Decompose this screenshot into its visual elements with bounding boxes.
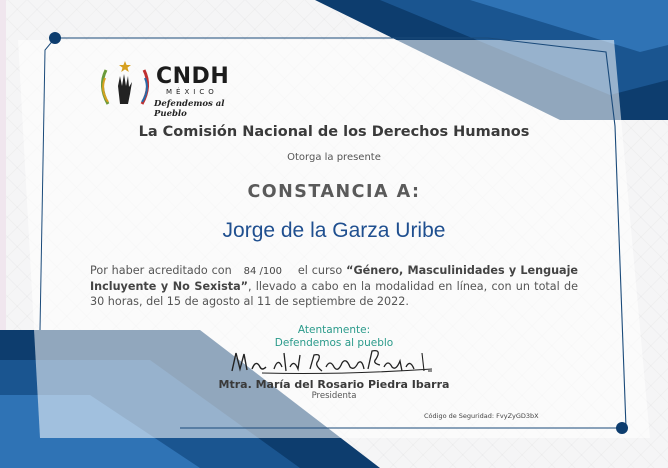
signer-role: Presidenta: [311, 391, 357, 401]
logo-country: MÉXICO: [166, 88, 218, 96]
course-title: “Género, Masculinidades y Lenguaje Incluyente y No Sexista”: [90, 264, 579, 293]
signer-name: Mtra. María del Rosario Piedra Ibarra: [218, 378, 450, 391]
handwritten-signature: [222, 345, 452, 379]
closing-motto: Defendemos al pueblo: [274, 337, 394, 349]
logo-motto: Defendemos al Pueblo: [154, 99, 225, 119]
corner-dot-top-left: [49, 32, 61, 44]
recipient-name: Jorge de la Garza Uribe: [222, 219, 446, 242]
certificate-title: CONSTANCIA A:: [247, 182, 421, 202]
logo-wordmark: CNDH: [156, 64, 230, 89]
closing-text: Atentamente:: [297, 324, 371, 336]
score-value: 84 /100: [243, 266, 282, 277]
cndh-logo: [96, 58, 256, 119]
body-after-score: el curso: [297, 264, 343, 277]
certificate-body: [90, 263, 578, 309]
body-before-score: Por haber acreditado con: [90, 264, 232, 277]
body-rest: , llevado a cabo en la modalidad en línea, con un total de 30 horas, del 15 de agosto al 11 de septiembre de 2022.: [90, 280, 578, 308]
corner-dot-bottom-right: [616, 422, 628, 434]
emblem-icon: [96, 60, 154, 112]
security-code: Código de Seguridad: FvyZyGD3bX: [424, 412, 539, 420]
issuer-heading: La Comisión Nacional de los Derechos Humanos: [138, 124, 530, 140]
grants-text: Otorga la presente: [287, 152, 381, 163]
